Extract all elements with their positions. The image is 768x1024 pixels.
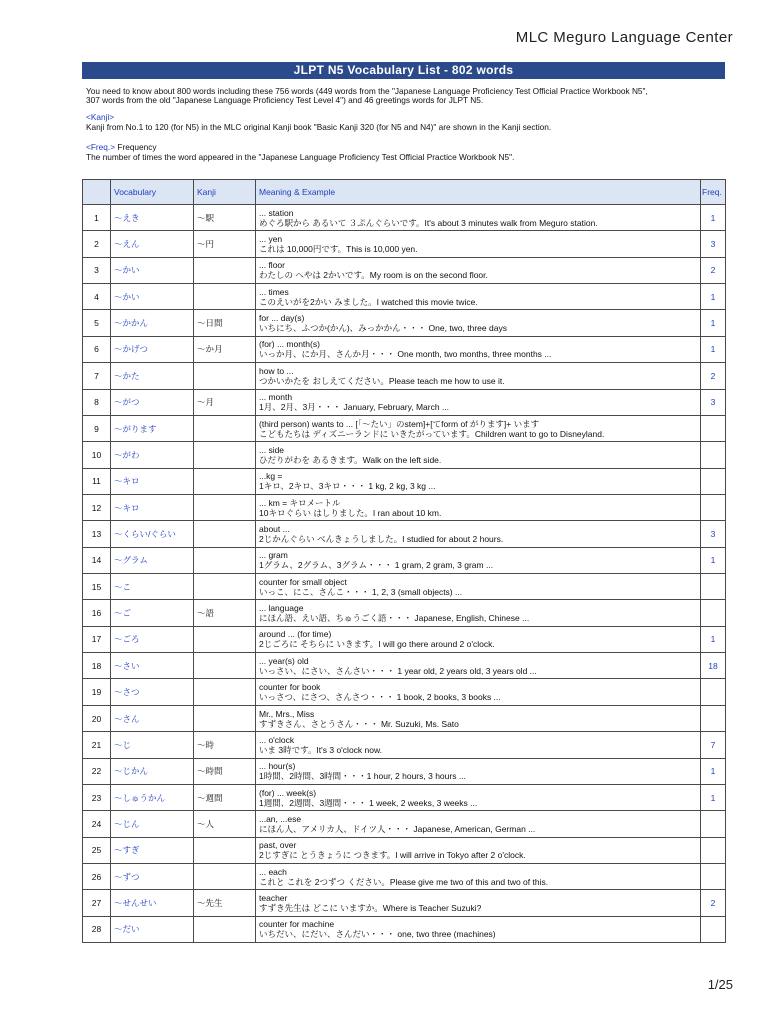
table-row [83,521,726,547]
header-meaning: Meaning & Example [256,180,701,205]
header-freq: Freq. [701,180,726,205]
frequency-cell [701,494,726,520]
meaning-cell [256,442,701,468]
table-row [83,231,726,257]
frequency-cell [701,600,726,626]
meaning-text: ... language [259,603,304,614]
kanji-cell [194,442,256,468]
meaning-text: ... times [259,286,289,297]
meaning-cell [256,758,701,784]
meaning-cell [256,784,701,810]
frequency-cell: 1 [701,547,726,573]
table-row [83,389,726,415]
table-row [83,626,726,652]
meaning-cell [256,468,701,494]
kanji-description: Kanji from No.1 to 120 (for N5) in the MLC original Kanji book "Basic Kanji 320 (for N5 and N4)" are shown in the Kanji section. [86,122,552,132]
example-text: わたしの へやは 2かいです。My room is on the second floor. [259,270,488,281]
meaning-cell [256,257,701,283]
header-kanji: Kanji [194,180,256,205]
meaning-text: Mr., Mrs., Miss [259,708,315,719]
kanji-cell [194,837,256,863]
meaning-cell [256,600,701,626]
meaning-text: about ... [259,523,290,534]
frequency-cell [701,442,726,468]
kanji-cell: ～時間 [194,758,256,784]
example-text: 2じすぎに とうきょうに つきます。I will arrive in Tokyo after 2 o'clock. [259,850,526,861]
vocabulary-cell: ～かた [111,363,194,389]
example-text: こどもたちは ディズニーランドに いきたがっています。Children want to go to Disneyland. [259,428,605,439]
kanji-cell [194,494,256,520]
meaning-cell [256,205,701,231]
kanji-cell [194,468,256,494]
row-number: 1 [83,205,111,231]
row-number: 3 [83,257,111,283]
table-row [83,916,726,942]
example-text: すずきさん、さとうさん・・・ Mr. Suzuki, Ms. Sato [259,718,459,729]
table-row [83,310,726,336]
vocabulary-cell: ～せんせい [111,890,194,916]
meaning-text: ... year(s) old [259,655,309,666]
frequency-cell [701,468,726,494]
kanji-cell [194,705,256,731]
table-row [83,205,726,231]
table-row [83,705,726,731]
row-number: 28 [83,916,111,942]
example-text: 1キロ、2キロ、3キロ・・・ 1 kg, 2 kg, 3 kg ... [259,481,436,492]
meaning-text: counter for small object [259,576,347,587]
example-text: 1時間、2時間、3時間・・・1 hour, 2 hours, 3 hours ... [259,771,466,782]
kanji-cell [194,284,256,310]
kanji-heading: <Kanji> [86,112,115,122]
table-row [83,732,726,758]
meaning-text: (third person) wants to ... [「～たい」のstem]+[てform of がります]+ います [259,418,540,429]
meaning-cell [256,389,701,415]
meaning-text: ... yen [259,234,283,245]
example-text: つかいかたを おしえてください。Please teach me how to use it. [259,375,505,386]
meaning-text: ... o'clock [259,734,295,745]
kanji-cell: ～語 [194,600,256,626]
example-text: いま 3時です。It's 3 o'clock now. [259,744,383,755]
frequency-cell: 18 [701,653,726,679]
kanji-cell [194,916,256,942]
vocabulary-cell: ～だい [111,916,194,942]
frequency-cell: 1 [701,626,726,652]
meaning-text: ... gram [259,550,288,561]
row-number: 11 [83,468,111,494]
example-text: いちにち、ふつか(かん)、みっかかん・・・ One, two, three days [259,323,507,334]
kanji-cell [194,547,256,573]
table-row [83,679,726,705]
meaning-text: ... each [259,866,287,877]
meaning-text: teacher [259,893,288,904]
meaning-text: how to ... [259,365,294,376]
meaning-cell [256,890,701,916]
vocabulary-cell: ～かい [111,284,194,310]
row-number: 27 [83,890,111,916]
row-number: 23 [83,784,111,810]
meaning-cell [256,626,701,652]
meaning-text: ...an, ...ese [259,813,302,824]
vocabulary-cell: ～かかん [111,310,194,336]
meaning-cell [256,521,701,547]
vocabulary-table [82,179,726,943]
row-number: 24 [83,811,111,837]
meaning-cell [256,547,701,573]
meaning-cell [256,863,701,889]
frequency-cell: 1 [701,310,726,336]
vocabulary-cell: ～グラム [111,547,194,573]
frequency-cell: 7 [701,732,726,758]
row-number: 5 [83,310,111,336]
kanji-cell [194,653,256,679]
row-number: 17 [83,626,111,652]
kanji-cell: ～時 [194,732,256,758]
frequency-cell: 2 [701,363,726,389]
vocabulary-cell: ～さつ [111,679,194,705]
example-text: 1グラム、2グラム、3グラム・・・ 1 gram, 2 gram, 3 gram ... [259,560,494,571]
example-text: いっさつ、にさつ、さんさつ・・・ 1 book, 2 books, 3 books ... [259,692,501,703]
page-title: JLPT N5 Vocabulary List - 802 words [82,62,725,79]
vocabulary-cell: ～ご [111,600,194,626]
kanji-cell [194,574,256,600]
example-text: 2じごろに そちらに いきます。I will go there around 2 o'clock. [259,639,495,650]
frequency-cell [701,863,726,889]
kanji-cell: ～か月 [194,336,256,362]
frequency-cell [701,916,726,942]
meaning-cell [256,679,701,705]
frequency-cell [701,837,726,863]
frequency-cell [701,679,726,705]
meaning-text: past, over [259,840,297,851]
meaning-text: (for) ... week(s) [259,787,317,798]
vocabulary-cell: ～ごろ [111,626,194,652]
table-row [83,758,726,784]
kanji-cell: ～月 [194,389,256,415]
example-text: にほん語、えい語、ちゅうごく語・・・ Japanese, English, Chinese ... [259,613,530,624]
frequency-cell: 3 [701,521,726,547]
frequency-cell: 1 [701,336,726,362]
frequency-cell [701,705,726,731]
example-text: ひだりがわを あるきます。Walk on the left side. [259,454,442,465]
meaning-cell [256,574,701,600]
freq-heading: <Freq.> [86,142,116,152]
meaning-cell [256,415,701,441]
frequency-cell: 1 [701,205,726,231]
frequency-cell [701,415,726,441]
meaning-text: ... floor [259,260,285,271]
table-row [83,442,726,468]
freq-heading-label: Frequency [117,142,157,152]
meaning-text: for ... day(s) [259,313,305,324]
frequency-cell: 3 [701,389,726,415]
page-number: 1/25 [707,977,733,992]
row-number: 8 [83,389,111,415]
meaning-cell [256,705,701,731]
example-text: 10キロぐらい はしりました。I ran about 10 km. [259,507,442,518]
kanji-cell: ～人 [194,811,256,837]
example-text: これと これを 2つずつ ください。Please give me two of this and two of this. [259,876,549,887]
kanji-cell: ～円 [194,231,256,257]
table-header-row [83,180,726,205]
table-row [83,574,726,600]
vocabulary-cell: ～ずつ [111,863,194,889]
meaning-cell [256,310,701,336]
vocabulary-cell: ～しゅうかん [111,784,194,810]
example-text: 1週間、2週間、3週間・・・ 1 week, 2 weeks, 3 weeks ... [259,797,478,808]
kanji-cell [194,863,256,889]
meaning-cell [256,284,701,310]
row-number: 26 [83,863,111,889]
kanji-cell [194,626,256,652]
vocabulary-cell: ～かげつ [111,336,194,362]
meaning-text: around ... (for time) [259,629,332,640]
row-number: 20 [83,705,111,731]
row-number: 9 [83,415,111,441]
table-row [83,653,726,679]
kanji-cell [194,257,256,283]
example-text: 1月、2月、3月・・・ January, February, March ... [259,402,450,413]
table-row [83,890,726,916]
example-text: いっか月、にか月、さんか月・・・ One month, two months, three months ... [259,349,552,360]
vocabulary-cell: ～こ [111,574,194,600]
frequency-cell: 1 [701,758,726,784]
example-text: すずき先生は どこに いますか。Where is Teacher Suzuki? [259,903,482,914]
table-row [83,284,726,310]
vocabulary-cell: ～えん [111,231,194,257]
row-number: 7 [83,363,111,389]
kanji-cell: ～駅 [194,205,256,231]
frequency-cell [701,811,726,837]
table-row [83,468,726,494]
vocabulary-cell: ～えき [111,205,194,231]
row-number: 18 [83,653,111,679]
row-number: 13 [83,521,111,547]
kanji-cell: ～日間 [194,310,256,336]
meaning-text: counter for machine [259,919,335,930]
example-text: 2じかんぐらい べんきょうしました。I studied for about 2 hours. [259,533,504,544]
example-text: めぐろ駅から あるいて ３ぷんぐらいです。It's about 3 minutes walk from Meguro station. [259,217,598,228]
vocabulary-cell: ～がつ [111,389,194,415]
row-number: 10 [83,442,111,468]
kanji-cell: ～週間 [194,784,256,810]
table-row [83,811,726,837]
vocabulary-cell: ～キロ [111,468,194,494]
meaning-cell [256,837,701,863]
frequency-cell: 2 [701,257,726,283]
table-row [83,600,726,626]
table-row [83,837,726,863]
row-number: 2 [83,231,111,257]
row-number: 6 [83,336,111,362]
row-number: 4 [83,284,111,310]
kanji-cell [194,521,256,547]
organization-name: MLC Meguro Language Center [515,29,733,46]
meaning-text: ... station [259,207,294,218]
vocabulary-cell: ～じん [111,811,194,837]
meaning-text: ... km = キロメートル [259,497,341,508]
meaning-text: (for) ... month(s) [259,339,320,350]
frequency-cell: 1 [701,784,726,810]
table-row [83,363,726,389]
table-row [83,336,726,362]
frequency-cell [701,574,726,600]
row-number: 12 [83,494,111,520]
meaning-text: ... month [259,392,293,403]
table-body [83,205,726,943]
kanji-cell [194,415,256,441]
frequency-cell: 1 [701,284,726,310]
example-text: にほん人、アメリカ人、ドイツ人・・・ Japanese, American, German ... [259,823,536,834]
vocabulary-cell: ～さん [111,705,194,731]
row-number: 15 [83,574,111,600]
intro-line-1: You need to know about 800 words including these 756 words (449 words from the "Japanese Language Proficiency Test Official Practice Workbook N5", [86,86,648,96]
meaning-cell [256,732,701,758]
meaning-cell [256,653,701,679]
meaning-cell [256,494,701,520]
meaning-text: ... hour(s) [259,761,296,772]
row-number: 14 [83,547,111,573]
vocabulary-cell: ～すぎ [111,837,194,863]
header-number [83,180,111,205]
frequency-cell: 3 [701,231,726,257]
vocabulary-cell: ～さい [111,653,194,679]
row-number: 16 [83,600,111,626]
vocabulary-cell: ～がわ [111,442,194,468]
row-number: 21 [83,732,111,758]
vocabulary-cell: ～かい [111,257,194,283]
row-number: 19 [83,679,111,705]
table-row [83,547,726,573]
vocabulary-cell: ～くらい/ぐらい [111,521,194,547]
vocabulary-cell: ～じかん [111,758,194,784]
kanji-cell [194,679,256,705]
table-row [83,415,726,441]
header-vocabulary: Vocabulary [111,180,194,205]
frequency-cell: 2 [701,890,726,916]
table-row [83,863,726,889]
kanji-cell: ～先生 [194,890,256,916]
example-text: いちだい、にだい、さんだい・・・ one, two three (machines) [259,929,496,940]
meaning-cell [256,336,701,362]
freq-description: The number of times the word appeared in the "Japanese Language Proficiency Test Official Practice Workbook N5". [86,152,515,162]
meaning-cell [256,916,701,942]
meaning-text: ... side [259,444,285,455]
row-number: 25 [83,837,111,863]
example-text: いっさい、にさい、さんさい・・・ 1 year old, 2 years old, 3 years old ... [259,665,537,676]
row-number: 22 [83,758,111,784]
example-text: これは 10,000円です。This is 10,000 yen. [259,244,418,255]
kanji-cell [194,363,256,389]
meaning-text: ...kg = [259,471,283,482]
meaning-cell [256,811,701,837]
meaning-cell [256,363,701,389]
vocabulary-cell: ～じ [111,732,194,758]
vocabulary-cell: ～がります [111,415,194,441]
example-text: いっこ、にこ、さんこ・・・ 1, 2, 3 (small objects) ... [259,586,463,597]
example-text: このえいがを2かい みました。I watched this movie twice. [259,296,478,307]
table-row [83,784,726,810]
meaning-text: counter for book [259,682,321,693]
table-row [83,257,726,283]
meaning-cell [256,231,701,257]
vocabulary-cell: ～キロ [111,494,194,520]
intro-line-2: 307 words from the old "Japanese Language Proficiency Test Level 4") and 46 greetings words for JLPT N5. [86,95,484,105]
table-row [83,494,726,520]
